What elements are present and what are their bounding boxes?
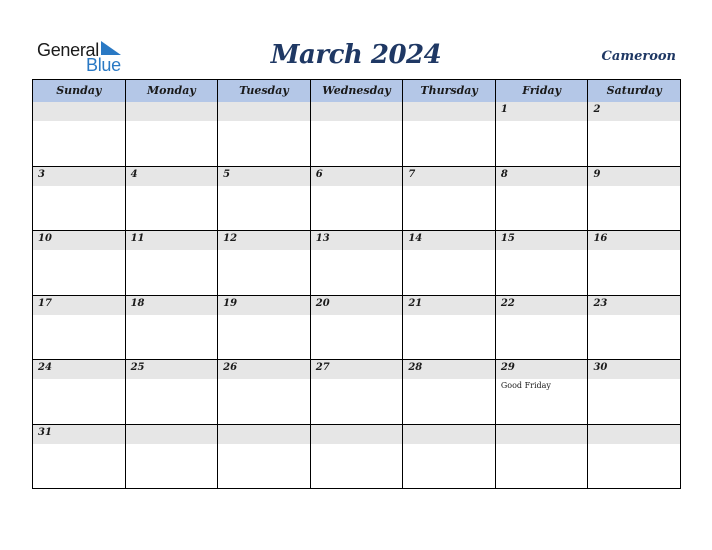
week-row — [33, 231, 680, 296]
holiday-label: Good Friday — [500, 381, 551, 390]
day-cell — [126, 167, 219, 231]
day-band — [311, 167, 403, 186]
day-cell — [311, 231, 404, 295]
day-band — [218, 425, 310, 444]
day-band — [496, 425, 588, 444]
day-cell — [588, 231, 680, 295]
week-row — [33, 167, 680, 232]
day-cell — [311, 167, 404, 231]
calendar-grid — [32, 79, 681, 489]
day-number: 17 — [38, 297, 52, 309]
day-cell — [33, 102, 126, 166]
day-cell — [588, 360, 680, 424]
day-number: 11 — [130, 233, 145, 244]
day-number: 13 — [315, 233, 330, 244]
day-number: 2 — [593, 104, 601, 115]
day-number: 26 — [223, 362, 238, 373]
weekday-tuesday: Tuesday — [218, 80, 311, 102]
day-cell — [218, 360, 311, 424]
day-band — [311, 425, 403, 444]
week-row — [33, 102, 680, 167]
weekday-monday: Monday — [126, 80, 219, 102]
day-cell — [33, 425, 126, 490]
day-cell — [126, 360, 219, 424]
day-band — [496, 102, 588, 121]
day-cell — [126, 425, 219, 490]
weekday-header — [33, 80, 680, 103]
day-cell — [403, 102, 496, 166]
day-cell — [33, 360, 126, 424]
day-cell — [403, 231, 496, 295]
day-band — [218, 167, 310, 186]
day-number: 9 — [593, 168, 601, 180]
day-band — [218, 102, 310, 121]
day-number: 12 — [223, 233, 238, 244]
day-number: 24 — [38, 362, 52, 373]
day-cell — [33, 167, 126, 231]
day-number: 27 — [315, 362, 330, 373]
week-row — [33, 296, 680, 361]
day-number: 7 — [408, 168, 416, 180]
day-number: 22 — [500, 297, 515, 309]
day-band — [403, 102, 495, 121]
weekday-saturday: Saturday — [606, 84, 662, 97]
week-row — [33, 360, 680, 425]
day-cell — [588, 425, 680, 490]
day-number: 30 — [593, 362, 608, 373]
day-cell — [403, 296, 496, 360]
day-band — [403, 167, 495, 186]
day-cell — [218, 102, 311, 166]
day-cell — [33, 231, 126, 295]
day-number: 25 — [130, 362, 145, 373]
weekday-thursday: Thursday — [403, 80, 496, 102]
day-cell — [218, 425, 311, 490]
day-cell — [496, 425, 589, 490]
weekday-friday: Friday — [496, 80, 589, 102]
day-cell — [218, 167, 311, 231]
day-cell — [588, 167, 680, 231]
day-band — [403, 425, 495, 444]
day-cell — [496, 296, 589, 360]
day-band — [126, 102, 218, 121]
day-number: 1 — [500, 104, 508, 115]
day-band — [588, 425, 680, 444]
day-number: 29 — [500, 362, 515, 373]
day-band — [33, 102, 125, 121]
day-number: 15 — [500, 233, 515, 244]
day-cell — [311, 425, 404, 490]
weekday-sunday: Sunday — [33, 80, 126, 102]
logo-blue-text: Blue — [86, 55, 121, 75]
day-cell — [403, 425, 496, 490]
week-row — [33, 425, 680, 490]
day-cell — [496, 102, 589, 166]
day-cell — [403, 167, 496, 231]
day-cell — [126, 231, 219, 295]
day-band — [126, 425, 218, 444]
weekday-wednesday: Wednesday — [311, 80, 404, 102]
day-number: 6 — [315, 168, 323, 180]
day-band — [311, 102, 403, 121]
day-number: 16 — [593, 233, 608, 244]
day-band — [588, 167, 680, 186]
day-number: 23 — [593, 297, 608, 309]
day-number: 10 — [38, 233, 52, 244]
day-number: 21 — [408, 297, 423, 309]
day-cell — [218, 296, 311, 360]
day-number: 14 — [408, 233, 423, 244]
day-cell — [311, 102, 404, 166]
day-cell — [496, 231, 589, 295]
country-label: Cameroon — [601, 49, 676, 64]
day-cell — [403, 360, 496, 424]
day-number: 5 — [223, 168, 231, 180]
calendar-title: March 2024 — [270, 40, 442, 70]
day-number: 20 — [315, 297, 330, 309]
day-band — [588, 102, 680, 121]
day-number: 3 — [38, 168, 45, 180]
day-cell — [126, 296, 219, 360]
calendar-weeks — [33, 102, 680, 489]
day-cell — [311, 360, 404, 424]
day-number: 19 — [223, 297, 238, 309]
day-band — [126, 167, 218, 186]
day-cell — [311, 296, 404, 360]
day-number: 18 — [130, 297, 145, 309]
day-band — [33, 167, 125, 186]
day-number: 8 — [500, 168, 508, 180]
day-cell — [126, 102, 219, 166]
day-band — [496, 167, 588, 186]
day-cell — [33, 296, 126, 360]
day-cell — [588, 102, 680, 166]
day-cell — [588, 296, 680, 360]
day-cell — [496, 167, 589, 231]
day-cell — [218, 231, 311, 295]
day-cell — [496, 360, 589, 424]
logo-general-text: General — [37, 40, 99, 60]
day-number: 28 — [408, 362, 423, 373]
day-number: 31 — [38, 426, 52, 438]
day-number: 4 — [130, 168, 138, 180]
